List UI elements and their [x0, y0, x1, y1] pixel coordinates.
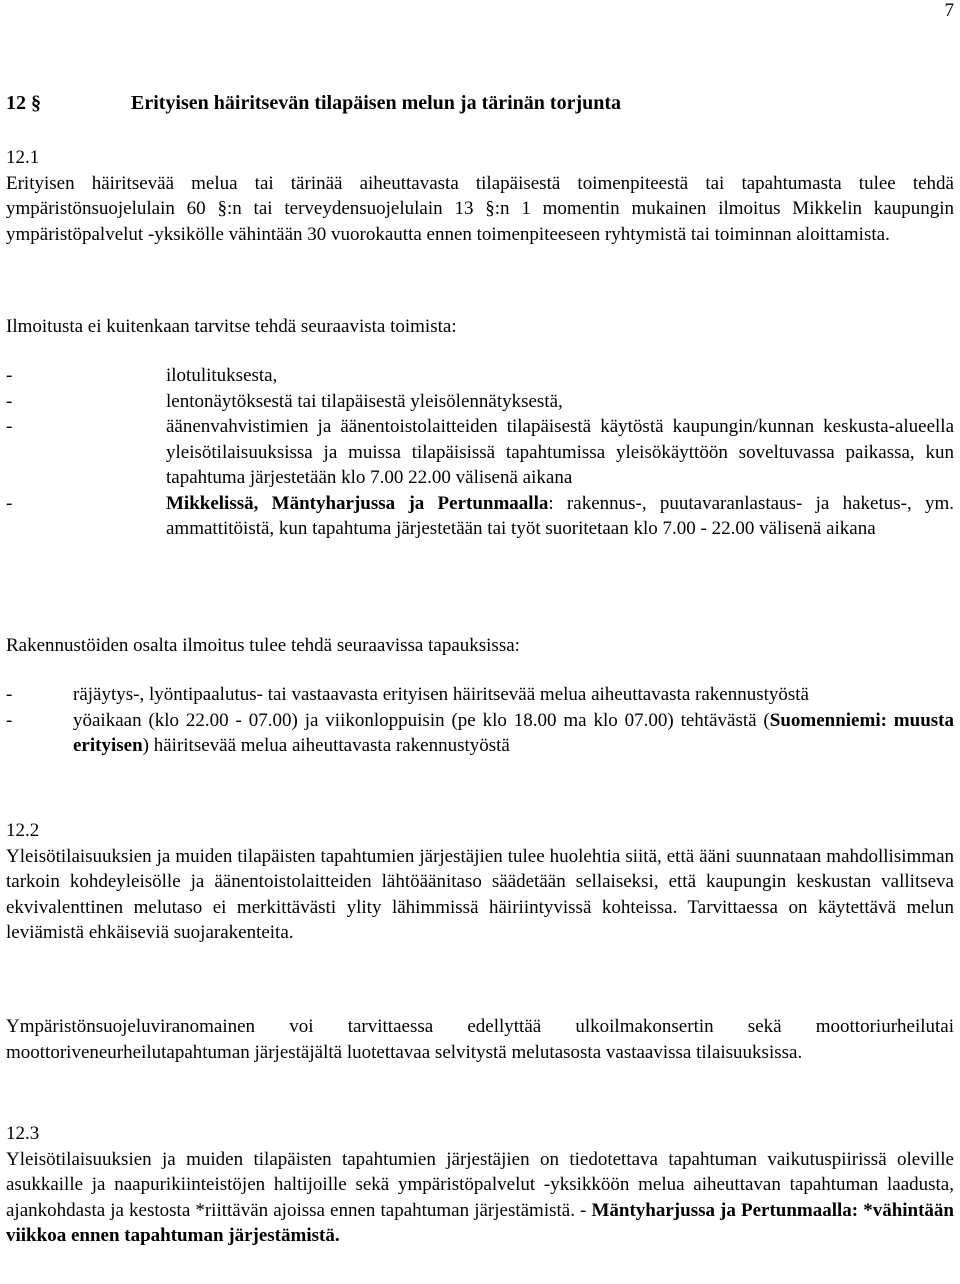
paragraph: Yleisötilaisuuksien ja muiden tilapäisten tapahtumien järjestäjien tulee huolehtia siitä, että ääni suunnataan mahdollisimman tarkoin kohdeyleisölle ja äänentoistolaitteiden lähtöäänitaso säädetään sellaiseksi, että kaupungin keskustan vallitseva ekvivalenttinen melutaso ei merkittävästi ylity lähimmissä häiriintyvissä kohteissa. Tarvittaessa on käytettävä melun leviämistä ehkäiseviä suojarakenteita.	[6, 845, 954, 943]
paragraph: Erityisen häiritsevää melua tai tärinää aiheuttavasta tilapäisestä toimenpiteestä tai tapahtumasta tulee tehdä ympäristönsuojelulain 60 §:n tai terveydensuojelulain 13 §:n 1 momentin mukainen ilmoitus Mikkelin kaupungin ympäristöpalvelut -yksikölle vähintään 30 vuorokautta ennen toimenpiteeseen ryhtymistä tai toiminnan aloittamista.	[6, 172, 954, 245]
section-12-1	[6, 145, 954, 247]
heading-number: 12	[6, 92, 26, 114]
list-item: - Mikkelissä, Mäntyharjussa ja Pertunmaalla: rakennus-, puutavaranlastaus- ja haketus-, ym. ammattitöistä, kun tapahtuma järjestetään tai työt suoritetaan klo 7.00 - 22.00 välisenä aikana	[6, 492, 955, 539]
section-12-3	[6, 1121, 954, 1249]
subsection-number: 12.1	[6, 147, 40, 168]
page-number: 7	[944, 0, 954, 21]
list-item: - ilotulituksesta,	[6, 365, 278, 386]
construction-list	[6, 682, 954, 759]
paragraph: Ympäristönsuojeluviranomainen voi tarvittaessa edellyttää ulkoilmakonsertin sekä moottoriurheilutai moottoriveneurheilutapahtuman järjestäjältä luotettavaa selvitystä melutasosta vastaavissa tilaisuuksissa.	[6, 1016, 954, 1063]
list-item: - äänenvahvistimien ja äänentoistolaitteiden tilapäisestä käytöstä kaupungin/kunnan keskusta-alueella yleisötilaisuuksissa ja muissa tilapäisissä tapahtumissa yleisökäyttöön soveltuvassa paikassa, kun tapahtuma järjestetään klo 7.00 22.00 välisenä aikana	[6, 416, 954, 488]
exemption-list	[6, 363, 954, 542]
subsection-number: 12.2	[6, 820, 40, 841]
paragraph: Yleisötilaisuuksien ja muiden tilapäisten tapahtumien järjestäjien on tiedotettava tapahtuman vaikutuspiirissä oleville asukkaille ja naapurikiinteistöjen haltijoille sekä ympäristöpalvelut -yksikköön melua aiheuttavan tapahtuman laadusta, ajankohdasta ja kestosta *riittävän ajoissa ennen tapahtuman järjestämistä. - Mäntyharjussa ja Pertunmaalla: *vähintään viikkoa ennen tapahtuman järjestämistä.	[6, 1148, 954, 1246]
section-heading	[6, 92, 621, 115]
list-item: - yöaikaan (klo 22.00 - 07.00) ja viikonloppuisin (pe klo 18.00 ma klo 07.00) tehtävästä (Suomenniemi: muusta erityisen) häiritsevää melua aiheuttavasta rakennustyöstä	[6, 709, 954, 756]
paragraph: Rakennustöiden osalta ilmoitus tulee tehdä seuraavissa tapauksissa:	[6, 635, 520, 656]
paragraph: Ilmoitusta ei kuitenkaan tarvitse tehdä seuraavista toimista:	[6, 316, 457, 337]
section-12-2	[6, 818, 954, 946]
subsection-number: 12.3	[6, 1123, 40, 1144]
section-sign: §	[31, 92, 41, 114]
heading-title: Erityisen häiritsevän tilapäisen melun ja tärinän torjunta	[131, 92, 622, 114]
list-item: - lentonäytöksestä tai tilapäisestä yleisölennätyksestä,	[6, 390, 563, 412]
list-item: - räjäytys-, lyöntipaalutus- tai vastaavasta erityisen häiritsevää melua aiheuttavasta rakennustyöstä	[6, 684, 809, 705]
